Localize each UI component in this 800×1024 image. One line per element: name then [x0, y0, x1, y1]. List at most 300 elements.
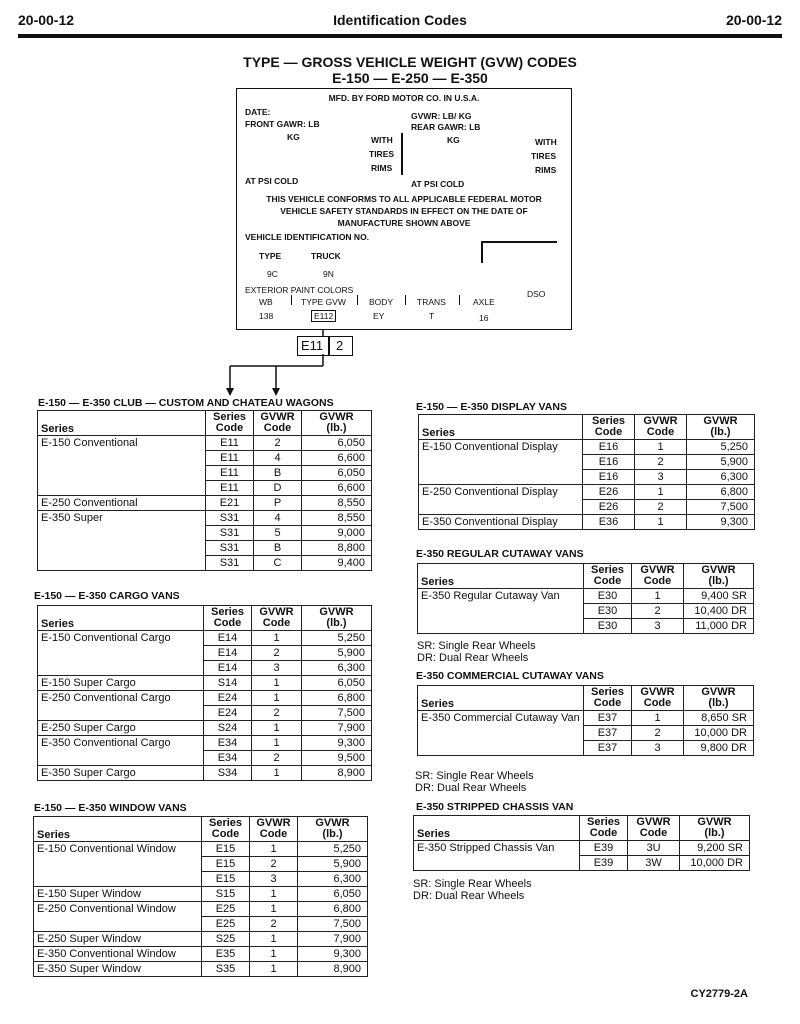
table-row	[38, 481, 372, 496]
header-gvwr-lb: GVWR (lb.)	[298, 817, 368, 842]
table-commercial-cutaway	[417, 685, 754, 756]
cell-gvwr-code: 2	[635, 455, 687, 470]
header-gvwr-lb: GVWR (lb.)	[684, 564, 754, 589]
cell-gvwr-code: 1	[252, 691, 302, 706]
header-series-code: Series Code	[583, 415, 635, 440]
table-row	[34, 917, 368, 932]
header-gvwr-lb: GVWR (lb.)	[687, 415, 755, 440]
plate-rims-left: RIMS	[371, 163, 393, 173]
cell-series-code: E37	[584, 711, 632, 726]
cell-gvwr: 6,050	[302, 436, 372, 451]
cell-series-code: S35	[202, 962, 250, 977]
cell-series	[38, 646, 204, 661]
header-gvwr-lb: GVWR (lb.)	[302, 606, 372, 631]
cell-series-code: S25	[202, 932, 250, 947]
table-header-row	[34, 817, 368, 842]
cell-gvwr-code: 2	[254, 436, 302, 451]
cell-series	[418, 604, 584, 619]
cell-series: E-350 Super Cargo	[38, 766, 204, 781]
header-series-code: Series Code	[584, 686, 632, 711]
cell-series-code: E15	[202, 872, 250, 887]
cell-series-code: E15	[202, 842, 250, 857]
table-row	[38, 526, 372, 541]
cell-gvwr-code: 2	[250, 857, 298, 872]
cell-series-code: E25	[202, 902, 250, 917]
cell-gvwr-code: 2	[252, 706, 302, 721]
header-gvwr-code: GVWR Code	[628, 816, 680, 841]
table-row	[38, 631, 372, 646]
table-row	[419, 500, 755, 515]
cell-series	[418, 619, 584, 634]
table-header-row	[38, 411, 372, 436]
header-gvwr-code: GVWR Code	[250, 817, 298, 842]
cell-series: E-350 Super Window	[34, 962, 202, 977]
type-gvw-callout	[297, 336, 353, 356]
cell-series	[34, 917, 202, 932]
cell-gvwr-code: 1	[632, 589, 684, 604]
cell-series: E-250 Conventional Cargo	[38, 691, 204, 706]
plate-truck-label: TRUCK	[311, 251, 341, 261]
header-series-code: Series Code	[206, 411, 254, 436]
cell-series-code: E11	[206, 481, 254, 496]
cell-series-code: E16	[583, 470, 635, 485]
cell-gvwr: 10,400 DR	[684, 604, 754, 619]
table-row	[414, 856, 750, 871]
cell-series-code: S31	[206, 556, 254, 571]
header-gvwr-code: GVWR Code	[632, 686, 684, 711]
note-dr-stripped: DR: Dual Rear Wheels	[413, 890, 525, 902]
cell-gvwr-code: 1	[250, 932, 298, 947]
plate-conform-1: THIS VEHICLE CONFORMS TO ALL APPLICABLE FEDERAL MOTOR	[266, 194, 542, 204]
cell-gvwr-code: P	[254, 496, 302, 511]
table-row	[418, 711, 754, 726]
cell-gvwr-code: B	[254, 541, 302, 556]
plate-with-right: WITH	[535, 137, 557, 147]
header-series: Series	[34, 817, 202, 842]
table-row	[38, 676, 372, 691]
cell-series-code: E36	[583, 515, 635, 530]
cell-gvwr-code: 2	[632, 726, 684, 741]
cell-gvwr-code: 1	[252, 721, 302, 736]
cell-gvwr-code: 1	[252, 631, 302, 646]
cell-series: E-250 Conventional	[38, 496, 206, 511]
cell-gvwr: 11,000 DR	[684, 619, 754, 634]
cell-gvwr: 10,000 DR	[684, 726, 754, 741]
cell-gvwr: 9,300	[298, 947, 368, 962]
cell-gvwr-code: 4	[254, 451, 302, 466]
table-row	[419, 485, 755, 500]
cell-series	[414, 856, 580, 871]
cell-series	[419, 500, 583, 515]
cell-series-code: E11	[206, 436, 254, 451]
note-sr-commercial: SR: Single Rear Wheels	[415, 770, 534, 782]
callout-gvwr-code: 2	[336, 338, 344, 353]
cell-series-code: E26	[583, 485, 635, 500]
table-header-row	[418, 564, 754, 589]
plate-front-gawr: FRONT GAWR: LB	[245, 119, 320, 129]
cell-gvwr-code: D	[254, 481, 302, 496]
plate-rims-right: RIMS	[535, 165, 557, 175]
cell-series-code: E24	[204, 706, 252, 721]
table-row	[34, 857, 368, 872]
cell-series	[34, 872, 202, 887]
section-title-stripped: E-350 STRIPPED CHASSIS VAN	[416, 801, 574, 813]
cell-gvwr: 9,400	[302, 556, 372, 571]
table-row	[38, 766, 372, 781]
table-regular-cutaway	[417, 563, 754, 634]
plate-type-gvw-value: E112	[311, 310, 336, 322]
note-dr-regular: DR: Dual Rear Wheels	[417, 652, 529, 664]
cell-gvwr-code: 1	[252, 766, 302, 781]
header-gvwr-lb: GVWR (lb.)	[302, 411, 372, 436]
plate-kg-right: KG	[447, 135, 460, 145]
table-row	[419, 440, 755, 455]
header-gvwr-lb: GVWR (lb.)	[680, 816, 750, 841]
plate-mfd: MFD. BY FORD MOTOR CO. IN U.S.A.	[328, 93, 480, 103]
cell-gvwr-code: 1	[252, 736, 302, 751]
cell-series-code: E14	[204, 631, 252, 646]
cell-gvwr-code: 3W	[628, 856, 680, 871]
cell-gvwr: 9,500	[302, 751, 372, 766]
section-title-commercial: E-350 COMMERCIAL CUTAWAY VANS	[416, 670, 604, 682]
cell-series-code: E35	[202, 947, 250, 962]
cell-series-code: S34	[204, 766, 252, 781]
note-sr-stripped: SR: Single Rear Wheels	[413, 878, 532, 890]
cell-gvwr: 9,000	[302, 526, 372, 541]
cell-gvwr: 6,600	[302, 481, 372, 496]
cell-gvwr: 9,300	[302, 736, 372, 751]
cell-gvwr-code: 1	[250, 947, 298, 962]
section-title-club: E-150 — E-350 CLUB — CUSTOM AND CHATEAU WAGONS	[38, 397, 334, 409]
table-header-row	[418, 686, 754, 711]
table-row	[418, 619, 754, 634]
cell-gvwr-code: 2	[250, 917, 298, 932]
header-gvwr-code: GVWR Code	[635, 415, 687, 440]
table-row	[38, 706, 372, 721]
table-row	[38, 736, 372, 751]
cell-gvwr-code: 3U	[628, 841, 680, 856]
table-row	[418, 741, 754, 756]
table-row	[418, 604, 754, 619]
cell-gvwr-code: 4	[254, 511, 302, 526]
cell-gvwr-code: 5	[254, 526, 302, 541]
cell-gvwr-code: C	[254, 556, 302, 571]
table-row	[419, 515, 755, 530]
cell-series-code: E34	[204, 736, 252, 751]
cell-series-code: E30	[584, 619, 632, 634]
cell-series-code: S31	[206, 511, 254, 526]
plate-dso-label: DSO	[527, 289, 546, 299]
cell-gvwr: 6,300	[687, 470, 755, 485]
cell-gvwr: 6,300	[298, 872, 368, 887]
cell-gvwr-code: 1	[635, 485, 687, 500]
cell-gvwr: 6,050	[302, 466, 372, 481]
cell-series-code: E30	[584, 604, 632, 619]
cell-gvwr: 8,900	[302, 766, 372, 781]
table-row	[419, 470, 755, 485]
table-header-row	[419, 415, 755, 440]
cell-gvwr-code: 1	[250, 902, 298, 917]
plate-kg-left: KG	[287, 132, 300, 142]
table-row	[418, 726, 754, 741]
table-row	[419, 455, 755, 470]
cell-series	[38, 751, 204, 766]
cell-series-code: E21	[206, 496, 254, 511]
table-row	[38, 541, 372, 556]
cell-gvwr-code: 1	[250, 842, 298, 857]
cell-series	[38, 541, 206, 556]
cell-series: E-350 Super	[38, 511, 206, 526]
cell-gvwr: 9,800 DR	[684, 741, 754, 756]
header-series-code: Series Code	[584, 564, 632, 589]
cell-gvwr: 6,050	[302, 676, 372, 691]
table-row	[38, 511, 372, 526]
plate-conform-3: MANUFACTURE SHOWN ABOVE	[337, 218, 471, 228]
table-header-row	[38, 606, 372, 631]
cell-series-code: E37	[584, 741, 632, 756]
table-club-wagons	[37, 410, 372, 571]
plate-type-gvw-label: TYPE GVW	[301, 297, 346, 307]
plate-type-value: 9C	[267, 269, 278, 279]
cell-gvwr-code: 2	[632, 604, 684, 619]
plate-type-label: TYPE	[259, 251, 282, 261]
cell-series-code: S24	[204, 721, 252, 736]
cell-gvwr-code: 3	[632, 619, 684, 634]
cell-series: E-350 Commercial Cutaway Van	[418, 711, 584, 726]
cell-gvwr: 5,900	[687, 455, 755, 470]
section-title-display: E-150 — E-350 DISPLAY VANS	[416, 401, 567, 413]
plate-axle-label: AXLE	[473, 297, 495, 307]
cell-series: E-150 Super Cargo	[38, 676, 204, 691]
figure-id: CY2779-2A	[690, 988, 748, 1000]
table-row	[34, 947, 368, 962]
cell-gvwr: 7,900	[298, 932, 368, 947]
header-gvwr-code: GVWR Code	[254, 411, 302, 436]
cell-series-code: E25	[202, 917, 250, 932]
table-row	[38, 496, 372, 511]
cell-gvwr-code: 1	[250, 962, 298, 977]
cell-series-code: S31	[206, 541, 254, 556]
cell-series-code: E16	[583, 440, 635, 455]
cell-gvwr-code: 1	[250, 887, 298, 902]
header-series: Series	[418, 564, 584, 589]
section-title-window: E-150 — E-350 WINDOW VANS	[34, 802, 187, 814]
cell-gvwr-code: 1	[635, 515, 687, 530]
cell-series-code: E11	[206, 466, 254, 481]
plate-rear-gawr: REAR GAWR: LB	[411, 122, 481, 132]
table-display-vans	[418, 414, 755, 530]
table-row	[38, 436, 372, 451]
cell-gvwr: 10,000 DR	[680, 856, 750, 871]
cell-gvwr: 6,800	[298, 902, 368, 917]
plate-conform-2: VEHICLE SAFETY STANDARDS IN EFFECT ON THE DATE OF	[280, 206, 528, 216]
plate-paint-label: EXTERIOR PAINT COLORS	[245, 285, 354, 295]
header-gvwr-code: GVWR Code	[252, 606, 302, 631]
table-row	[34, 887, 368, 902]
cell-series: E-350 Conventional Window	[34, 947, 202, 962]
plate-psi-right: AT PSI COLD	[411, 179, 465, 189]
cell-gvwr: 6,300	[302, 661, 372, 676]
cell-series-code: E14	[204, 646, 252, 661]
plate-date: DATE:	[245, 107, 271, 117]
table-row	[34, 842, 368, 857]
table-row	[34, 932, 368, 947]
cell-series	[34, 857, 202, 872]
cell-series: E-250 Conventional Window	[34, 902, 202, 917]
cell-gvwr-code: 1	[635, 440, 687, 455]
cell-gvwr-code: 3	[250, 872, 298, 887]
cell-gvwr-code: 3	[635, 470, 687, 485]
cell-series-code: E16	[583, 455, 635, 470]
cell-gvwr: 5,250	[302, 631, 372, 646]
table-row	[38, 451, 372, 466]
table-row	[34, 962, 368, 977]
cell-gvwr: 5,900	[302, 646, 372, 661]
cell-series-code: E34	[204, 751, 252, 766]
cell-gvwr: 8,800	[302, 541, 372, 556]
plate-tires-right: TIRES	[531, 151, 557, 161]
cell-series-code: S31	[206, 526, 254, 541]
cell-gvwr-code: 3	[252, 661, 302, 676]
section-title-cargo: E-150 — E-350 CARGO VANS	[34, 590, 180, 602]
cell-series: E-350 Regular Cutaway Van	[418, 589, 584, 604]
cell-series: E-250 Conventional Display	[419, 485, 583, 500]
cell-series-code: E11	[206, 451, 254, 466]
callout-connectors	[0, 0, 800, 420]
cell-gvwr: 5,250	[298, 842, 368, 857]
cell-series: E-350 Conventional Display	[419, 515, 583, 530]
cell-series	[38, 661, 204, 676]
table-window-vans	[33, 816, 368, 977]
page-number-left: 20-00-12	[18, 12, 75, 28]
table-header-row	[414, 816, 750, 841]
header-series-code: Series Code	[204, 606, 252, 631]
plate-psi-left: AT PSI COLD	[245, 176, 299, 186]
cell-gvwr: 5,250	[687, 440, 755, 455]
main-title: TYPE — GROSS VEHICLE WEIGHT (GVW) CODES	[243, 54, 577, 70]
table-row	[418, 589, 754, 604]
cell-series	[418, 741, 584, 756]
plate-tires-left: TIRES	[369, 149, 395, 159]
header-series: Series	[418, 686, 584, 711]
cell-gvwr-code: B	[254, 466, 302, 481]
cell-series-code: E24	[204, 691, 252, 706]
plate-body-value: EY	[373, 311, 385, 321]
plate-with-left: WITH	[371, 135, 393, 145]
cell-series	[38, 481, 206, 496]
page-title: Identification Codes	[333, 12, 467, 28]
cell-series	[38, 466, 206, 481]
cell-gvwr: 9,400 SR	[684, 589, 754, 604]
header-series: Series	[38, 606, 204, 631]
cell-series	[38, 556, 206, 571]
cell-series: E-150 Conventional Window	[34, 842, 202, 857]
note-sr-regular: SR: Single Rear Wheels	[417, 640, 536, 652]
cell-series: E-250 Super Window	[34, 932, 202, 947]
header-series-code: Series Code	[202, 817, 250, 842]
cell-gvwr-code: 1	[632, 711, 684, 726]
cell-series: E-150 Conventional Cargo	[38, 631, 204, 646]
table-row	[38, 721, 372, 736]
table-row	[38, 646, 372, 661]
cell-series	[418, 726, 584, 741]
header-series: Series	[419, 415, 583, 440]
main-subtitle: E-150 — E-250 — E-350	[332, 70, 488, 86]
cell-series: E-150 Super Window	[34, 887, 202, 902]
note-dr-commercial: DR: Dual Rear Wheels	[415, 782, 527, 794]
cell-series-code: E39	[580, 841, 628, 856]
cell-series-code: E37	[584, 726, 632, 741]
table-row	[38, 751, 372, 766]
table-row	[38, 466, 372, 481]
plate-body-label: BODY	[369, 297, 394, 307]
cell-series-code: E15	[202, 857, 250, 872]
cell-gvwr: 6,600	[302, 451, 372, 466]
table-row	[38, 661, 372, 676]
plate-wb-label: WB	[259, 297, 273, 307]
cell-gvwr: 8,650 SR	[684, 711, 754, 726]
cell-gvwr: 7,500	[687, 500, 755, 515]
table-row	[38, 691, 372, 706]
plate-axle-value: 16	[479, 313, 489, 323]
table-cargo-vans	[37, 605, 372, 781]
table-stripped-chassis	[413, 815, 750, 871]
cell-gvwr-code: 2	[635, 500, 687, 515]
header-gvwr-code: GVWR Code	[632, 564, 684, 589]
cell-gvwr-code: 3	[632, 741, 684, 756]
callout-series-code: E11	[301, 338, 324, 353]
cell-gvwr: 6,800	[302, 691, 372, 706]
cell-gvwr: 7,900	[302, 721, 372, 736]
cell-series	[38, 706, 204, 721]
cell-series	[419, 470, 583, 485]
cell-series-code: E30	[584, 589, 632, 604]
cell-series	[419, 455, 583, 470]
plate-trans-label: TRANS	[417, 297, 446, 307]
cell-gvwr: 8,550	[302, 511, 372, 526]
cell-series	[38, 451, 206, 466]
cell-series	[38, 526, 206, 541]
table-row	[414, 841, 750, 856]
cell-series-code: S15	[202, 887, 250, 902]
header-series: Series	[414, 816, 580, 841]
cell-series: E-150 Conventional	[38, 436, 206, 451]
plate-wb-value: 138	[259, 311, 274, 321]
plate-truck-value: 9N	[323, 269, 334, 279]
plate-trans-value: T	[429, 311, 435, 321]
section-title-regular: E-350 REGULAR CUTAWAY VANS	[416, 548, 584, 560]
header-series-code: Series Code	[580, 816, 628, 841]
cell-series-code: E26	[583, 500, 635, 515]
cell-gvwr-code: 1	[252, 676, 302, 691]
cell-gvwr-code: 2	[252, 751, 302, 766]
cell-gvwr: 6,800	[687, 485, 755, 500]
cell-series: E-250 Super Cargo	[38, 721, 204, 736]
page-number-right: 20-00-12	[725, 12, 782, 28]
cell-series-code: E39	[580, 856, 628, 871]
cell-gvwr: 9,200 SR	[680, 841, 750, 856]
cell-gvwr: 7,500	[302, 706, 372, 721]
plate-vin-label: VEHICLE IDENTIFICATION NO.	[245, 232, 370, 242]
table-row	[34, 872, 368, 887]
cell-series: E-350 Conventional Cargo	[38, 736, 204, 751]
cell-series-code: E14	[204, 661, 252, 676]
cell-gvwr: 6,050	[298, 887, 368, 902]
table-row	[38, 556, 372, 571]
table-row	[34, 902, 368, 917]
cell-gvwr: 8,900	[298, 962, 368, 977]
header-series: Series	[38, 411, 206, 436]
